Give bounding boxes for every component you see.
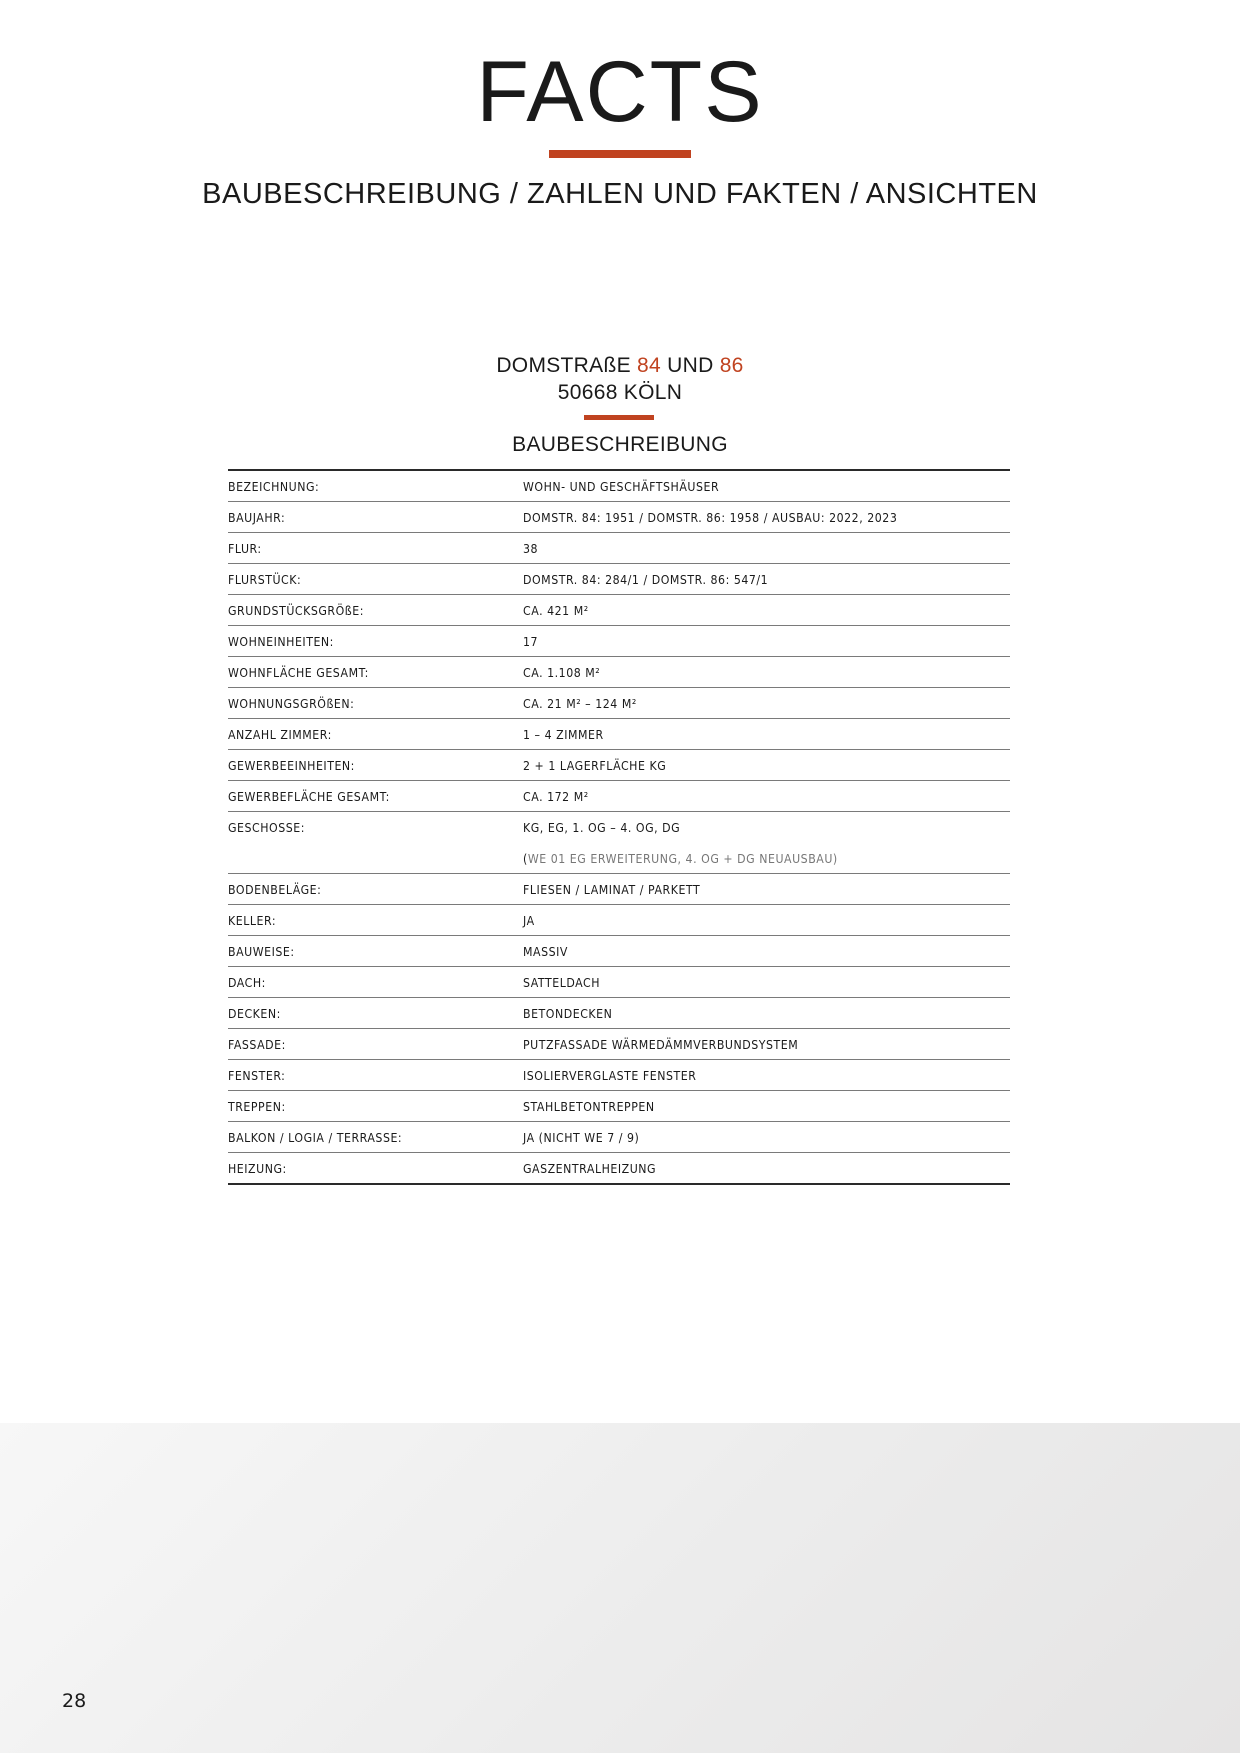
- table-row: [228, 719, 1010, 750]
- row-value: PUTZFASSADE WÄRMEDÄMMVERBUNDSYSTEM: [523, 1037, 799, 1052]
- table-row: [228, 874, 1010, 905]
- row-value: KG, EG, 1. OG – 4. OG, DG: [523, 820, 681, 835]
- spec-table: [228, 469, 1010, 1185]
- table-row: [228, 781, 1010, 812]
- table-row: [228, 843, 1010, 874]
- address-street-line: [0, 352, 1240, 379]
- row-label: GESCHOSSE:: [228, 820, 305, 835]
- row-label: BAUWEISE:: [228, 944, 295, 959]
- table-row: [228, 998, 1010, 1029]
- address-city: 50668 KÖLN: [557, 381, 683, 404]
- table-row: [228, 812, 1010, 843]
- table-row: [228, 1060, 1010, 1091]
- address-conjunction: UND: [667, 354, 714, 377]
- row-value: STAHLBETONTREPPEN: [523, 1099, 655, 1114]
- page-number: 28: [62, 1690, 87, 1712]
- row-value: CA. 172 M²: [523, 789, 589, 804]
- table-row: [228, 657, 1010, 688]
- row-label: BAUJAHR:: [228, 510, 286, 525]
- property-address: [0, 352, 1240, 406]
- row-value: SATTELDACH: [523, 975, 601, 990]
- row-label: DACH:: [228, 975, 266, 990]
- row-label: WOHNEINHEITEN:: [228, 634, 334, 649]
- row-label: FENSTER:: [228, 1068, 286, 1083]
- row-value: CA. 421 M²: [523, 603, 589, 618]
- row-label: ANZAHL ZIMMER:: [228, 727, 332, 742]
- table-row: [228, 1091, 1010, 1122]
- row-label: WOHNFLÄCHE GESAMT:: [228, 665, 369, 680]
- row-label: KELLER:: [228, 913, 277, 928]
- page-title: FACTS: [476, 44, 764, 140]
- bottom-background-band: [0, 1423, 1240, 1753]
- row-label: FLURSTÜCK:: [228, 572, 302, 587]
- row-value: MASSIV: [523, 944, 568, 959]
- table-row: [228, 1153, 1010, 1183]
- row-value: WOHN- UND GESCHÄFTSHÄUSER: [523, 479, 720, 494]
- row-label: TREPPEN:: [228, 1099, 286, 1114]
- row-value: 17: [523, 634, 539, 649]
- row-value-note: [523, 843, 952, 873]
- table-row: [228, 533, 1010, 564]
- row-value: JA: [523, 913, 535, 928]
- row-label: BALKON / LOGIA / TERRASSE:: [228, 1130, 403, 1145]
- address-number-1: 84: [637, 354, 661, 377]
- row-label: FASSADE:: [228, 1037, 286, 1052]
- row-value: 1 – 4 ZIMMER: [523, 727, 604, 742]
- row-value: JA (NICHT WE 7 / 9): [523, 1130, 640, 1145]
- table-row: [228, 1029, 1010, 1060]
- row-value: DOMSTR. 84: 1951 / DOMSTR. 86: 1958 / AUSBAU: 2022, 2023: [523, 510, 898, 525]
- row-label: HEIZUNG:: [228, 1161, 287, 1176]
- table-row: [228, 502, 1010, 533]
- row-label: GEWERBEEINHEITEN:: [228, 758, 355, 773]
- row-label: GRUNDSTÜCKSGRÖßE:: [228, 603, 364, 618]
- table-row: [228, 471, 1010, 502]
- table-row: [228, 595, 1010, 626]
- table-row: [228, 626, 1010, 657]
- row-label: BODENBELÄGE:: [228, 882, 322, 897]
- page-subtitle: BAUBESCHREIBUNG / ZAHLEN UND FAKTEN / ANSICHTEN: [202, 178, 1038, 210]
- row-value: ISOLIERVERGLASTE FENSTER: [523, 1068, 697, 1083]
- address-street: DOMSTRAßE: [496, 354, 631, 377]
- address-accent-bar: [584, 415, 654, 420]
- row-value: 38: [523, 541, 539, 556]
- row-value: 2 + 1 LAGERFLÄCHE KG: [523, 758, 667, 773]
- address-number-2: 86: [719, 354, 744, 377]
- row-value: GASZENTRALHEIZUNG: [523, 1161, 657, 1176]
- row-label: DECKEN:: [228, 1006, 281, 1021]
- title-accent-bar: [549, 150, 691, 158]
- table-row: [228, 1122, 1010, 1153]
- row-value: CA. 21 M² – 124 M²: [523, 696, 637, 711]
- row-label: WOHNUNGSGRÖßEN:: [228, 696, 355, 711]
- row-value: FLIESEN / LAMINAT / PARKETT: [523, 882, 701, 897]
- table-row: [228, 564, 1010, 595]
- row-label: FLUR:: [228, 541, 262, 556]
- row-label: BEZEICHNUNG:: [228, 479, 320, 494]
- table-row: [228, 750, 1010, 781]
- note-text: WE 01 EG ERWEITERUNG, 4. OG + DG NEUAUSBAU): [527, 851, 838, 866]
- row-value: DOMSTR. 84: 284/1 / DOMSTR. 86: 547/1: [523, 572, 769, 587]
- note-open-paren: (: [523, 851, 528, 866]
- table-row: [228, 905, 1010, 936]
- row-value: CA. 1.108 M²: [523, 665, 601, 680]
- row-value: BETONDECKEN: [523, 1006, 613, 1021]
- row-label: GEWERBEFLÄCHE GESAMT:: [228, 789, 390, 804]
- row-label: [228, 843, 488, 873]
- table-row: [228, 688, 1010, 719]
- table-row: [228, 936, 1010, 967]
- section-title: BAUBESCHREIBUNG: [512, 433, 728, 456]
- table-row: [228, 967, 1010, 998]
